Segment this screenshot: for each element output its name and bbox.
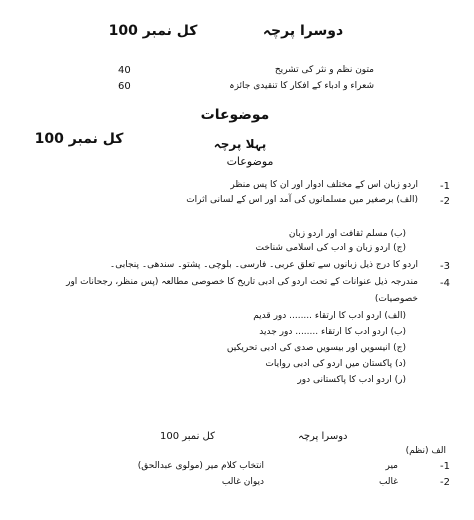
poet-name: میر: [385, 461, 398, 471]
sub-heading: الف (نظم): [405, 446, 446, 456]
book-title: دیوان غالب: [221, 477, 264, 487]
item-text: اردو زبان اس کے مختلف ادوار اور ان کا پس منظر: [230, 180, 418, 190]
paper-title: دوسرا پرچہ: [262, 23, 344, 39]
item-number: -3: [440, 261, 450, 272]
book-title: انتخاب کلام میر (مولوی عبدالحق): [137, 461, 264, 471]
sub-item: (د) پاکستان میں اردو کی ادبی روایات: [265, 359, 406, 369]
total-marks: کل نمبر 100: [34, 131, 124, 147]
topic-line: شعراء و ادباء کے افکار کا تنقیدی جائزہ: [229, 81, 374, 91]
item-text: (الف) برصغیر میں مسلمانوں کی آمد اور اس کے لسانی اثرات: [186, 195, 418, 205]
topic-line: متون نظم و نثر کی تشریح: [274, 65, 374, 75]
sub-item: (ب) مسلم ثقافت اور اردو زبان: [288, 229, 406, 239]
poet-name: غالب: [378, 477, 398, 487]
paper-title: دوسرا پرچہ: [298, 431, 348, 442]
sub-item: (ر) اردو ادب کا پاکستانی دور: [297, 375, 406, 385]
item-number: -1: [440, 461, 450, 472]
item-number: -2: [440, 477, 450, 488]
item-text-continued: خصوصیات): [374, 294, 418, 304]
item-number: -1: [440, 181, 450, 192]
topic-marks: 60: [118, 81, 131, 92]
sub-heading: موضوعات: [226, 155, 274, 168]
item-text: اردو کا درج ذیل زبانوں سے تعلق عربی۔ فارسی۔ بلوچی۔ پشتو۔ سندھی۔ پنجابی۔: [109, 260, 418, 270]
topic-marks: 40: [118, 65, 131, 76]
sub-item: (ج) انیسویں اور بیسویں صدی کی ادبی تحریکیں: [226, 343, 406, 353]
sub-item: (ج) اردو زبان و ادب کی اسلامی شناخت: [255, 243, 406, 253]
total-marks: کل نمبر 100: [108, 23, 198, 39]
sub-item: (الف) اردو ادب کا ارتقاء ........ دور قدیم: [253, 311, 406, 321]
item-number: -4: [440, 278, 450, 289]
sub-item: (ب) اردو ادب کا ارتقاء ........ دور جدید: [259, 327, 406, 337]
section-heading: موضوعات: [200, 107, 270, 123]
item-number: -2: [440, 196, 450, 207]
paper-title: پہلا پرچہ: [213, 137, 267, 151]
item-text: مندرجہ ذیل عنوانات کے تحت اردو کی ادبی تاریخ کا خصوصی مطالعہ (پس منظر، رجحانات اور: [66, 277, 418, 287]
total-marks: کل نمبر 100: [160, 431, 215, 442]
